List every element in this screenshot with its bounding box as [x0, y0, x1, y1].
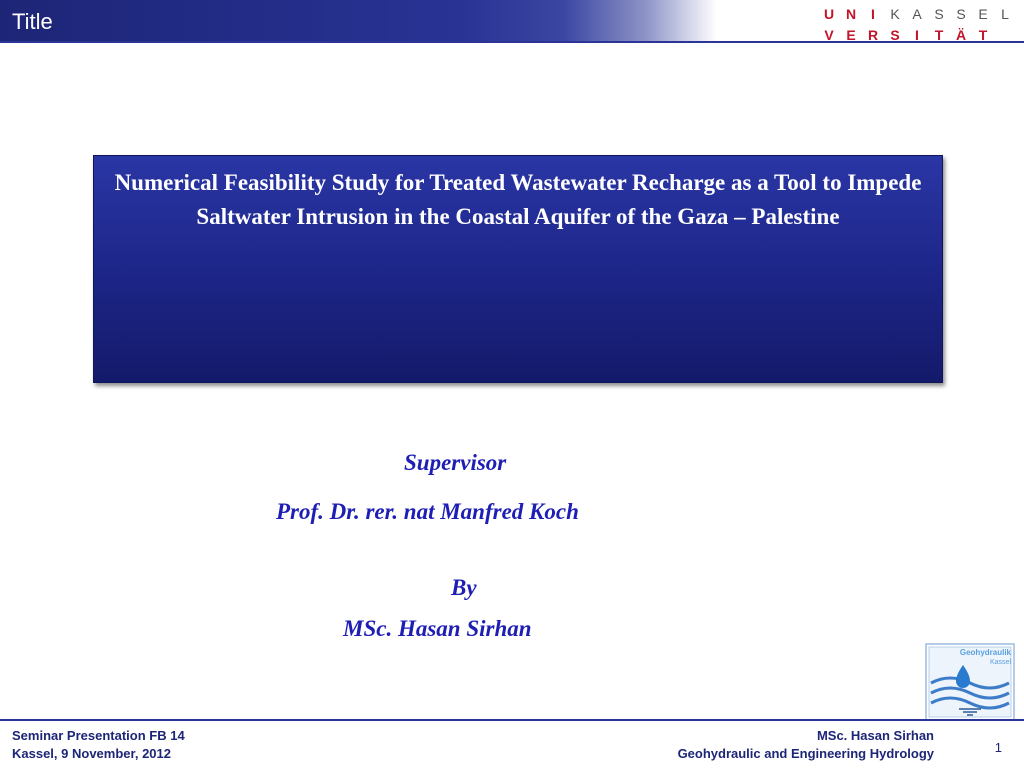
footer-divider — [0, 719, 1024, 721]
by-label: By — [451, 575, 477, 600]
footer-left — [12, 727, 185, 763]
page-number: 1 — [994, 740, 1002, 755]
author-name: MSc. Hasan Sirhan — [343, 616, 532, 641]
geohydraulik-logo-icon — [925, 643, 1015, 721]
uni-logo-line1: U N I K A S S E L — [823, 6, 1009, 22]
footer-department: Geohydraulic and Engineering Hydrology — [677, 746, 934, 761]
supervisor-name: Prof. Dr. rer. nat Manfred Koch — [276, 499, 579, 524]
title-box — [93, 155, 943, 383]
geo-logo-text-2: Kassel — [989, 659, 1011, 666]
footer-author: MSc. Hasan Sirhan — [816, 728, 934, 743]
footer-right — [678, 727, 934, 763]
geohydraulik-logo — [925, 643, 1015, 721]
uni-logo-line2: V E R S I T Ä T — [824, 27, 988, 43]
geo-logo-text-1: Geohydraulik — [959, 648, 1011, 657]
uni-kassel-logo — [818, 4, 1008, 44]
slide-header-title: Title — [12, 9, 53, 34]
footer-event: Seminar Presentation FB 14 — [12, 728, 185, 743]
footer-date: Kassel, 9 November, 2012 — [12, 746, 171, 761]
presentation-title: Numerical Feasibility Study for Treated Wastewater Recharge as a Tool to Impede Saltwater Intrusion in the Coastal Aquifer of the Gaza – Palestine — [114, 170, 922, 229]
supervisor-label: Supervisor — [404, 450, 507, 475]
